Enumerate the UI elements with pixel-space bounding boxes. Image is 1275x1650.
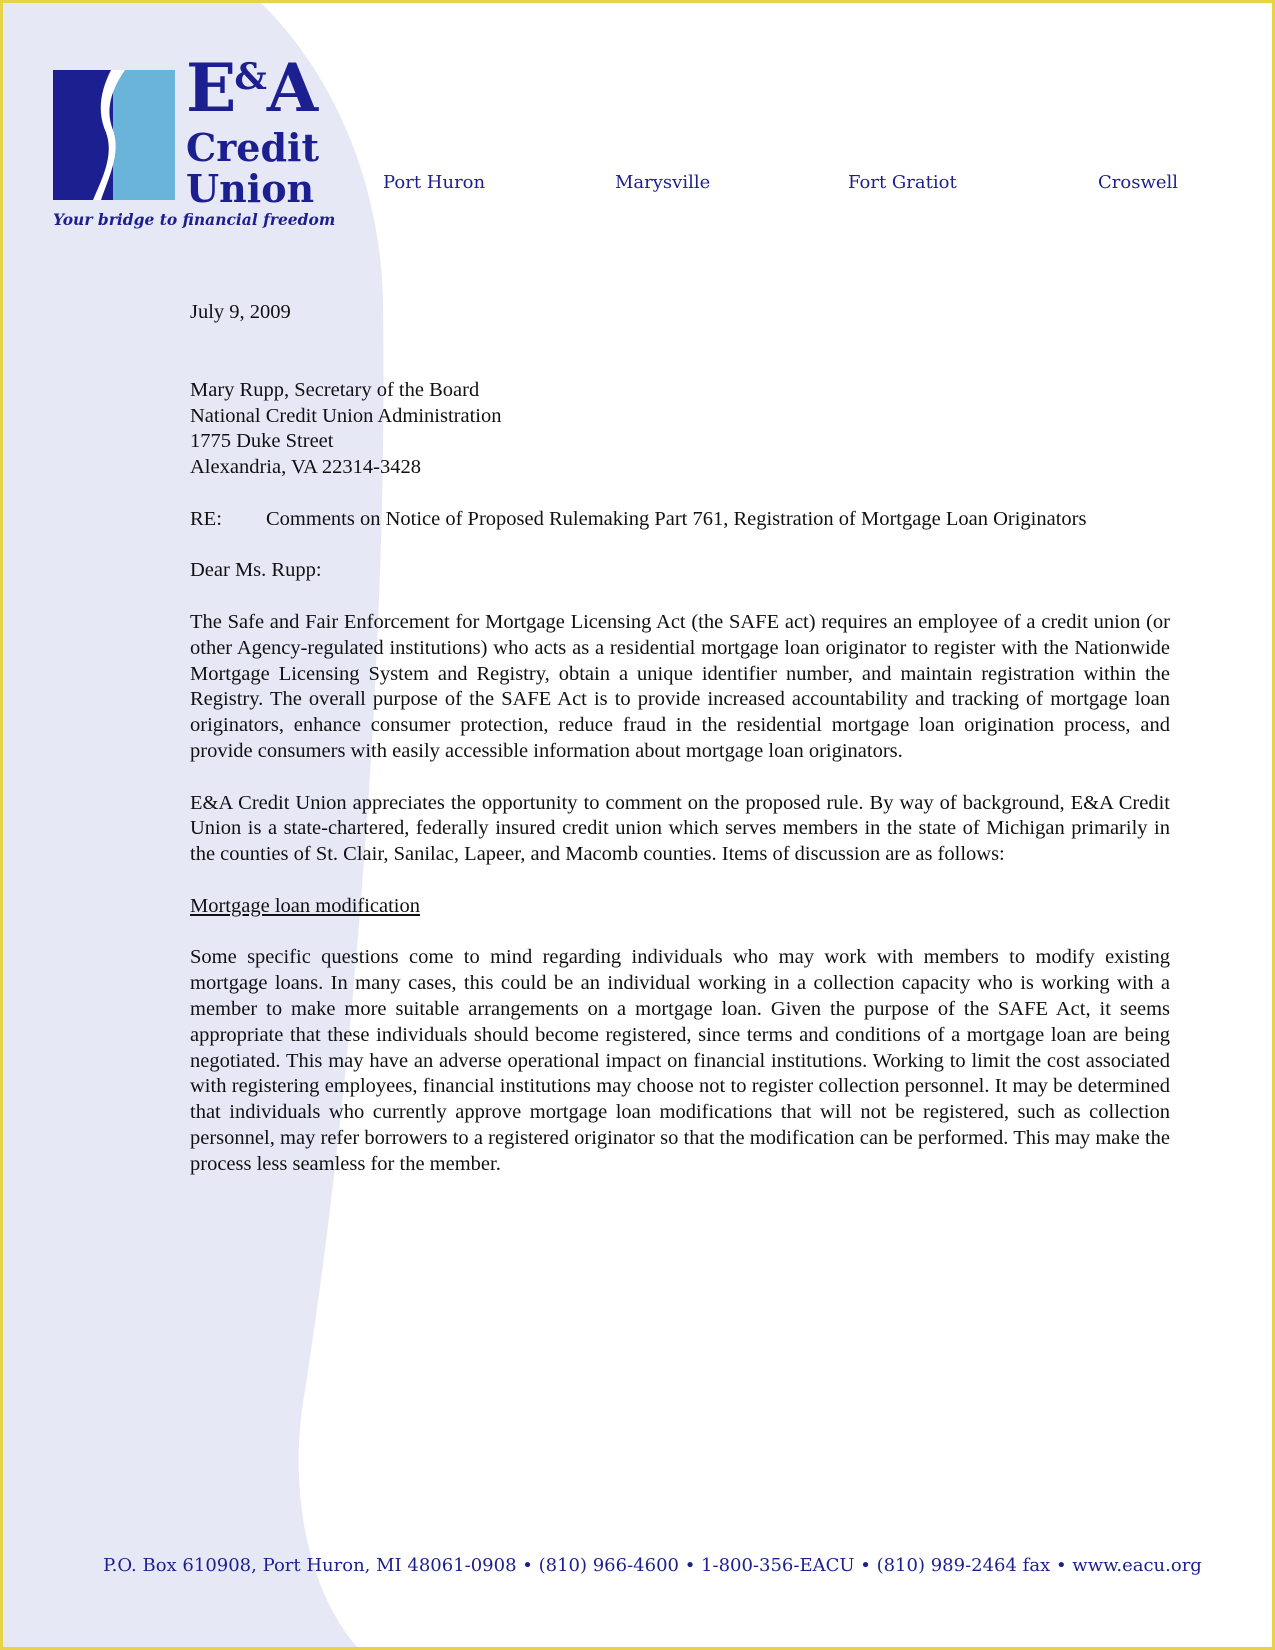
location-croswell: Croswell: [1098, 172, 1179, 193]
recipient-street: 1775 Duke Street: [190, 430, 334, 453]
section-heading: Mortgage loan modification: [190, 894, 420, 917]
recipient-name: Mary Rupp, Secretary of the Board: [190, 378, 480, 401]
location-marysville: Marysville: [615, 172, 711, 193]
salutation: Dear Ms. Rupp:: [190, 559, 322, 582]
subject-text: Comments on Notice of Proposed Rulemaking Part 761, Registration of Mortgage Loan Originators: [266, 507, 1087, 530]
recipient-organization: National Credit Union Administration: [190, 404, 502, 427]
body-paragraph-3: Some specific questions come to mind regarding individuals who may work with members to modify existing mortgage loans. In many cases, this could be an individual working in a collection capacity who is working with a member to make more suitable arrangements on a mortgage loan. Given the purpose of the SAFE Act, it seems appropriate that these individuals should become registered, since terms and conditions of a mortgage loan are being negotiated. This may have an adverse operational impact on financial institutions. Working to limit the cost associated with registering employees, financial institutions may choose not to register collection personnel. It may be determined that individuals who currently approve mortgage loan modifications that will not be registered, such as collection personnel, may refer borrowers to a registered originator so that the modification can be performed. This may make the process less seamless for the member.: [190, 946, 1170, 1175]
logo-tagline: Your bridge to financial freedom: [53, 210, 336, 229]
logo-union-wordmark: Union: [186, 166, 315, 211]
recipient-address-block: [190, 378, 1170, 481]
location-port-huron: Port Huron: [383, 172, 486, 193]
body-paragraph-1: The Safe and Fair Enforcement for Mortgage Licensing Act (the SAFE act) requires an employee of a credit union (or other Agency-regulated institutions) who acts as a residential mortgage loan originator to register with the Nationwide Mortgage Licensing System and Registry, obtain a unique identifier number, and maintain registration within the Registry. The overall purpose of the SAFE Act is to provide increased accountability and tracking of mortgage loan originators, enhance consumer protection, reduce fraud in the residential mortgage loan origination process, and provide consumers with easily accessible information about mortgage loan originators.: [190, 610, 1170, 762]
subject-label: RE:: [190, 507, 222, 530]
logo-credit-wordmark: Credit: [186, 125, 319, 170]
letter-date: July 9, 2009: [190, 301, 291, 323]
logo-ampersand: &: [234, 56, 267, 98]
letter-body: [190, 300, 1170, 1203]
location-fort-gratiot: Fort Gratiot: [848, 172, 957, 193]
recipient-city-state-zip: Alexandria, VA 22314-3428: [190, 456, 421, 479]
footer-contact-line: P.O. Box 610908, Port Huron, MI 48061-0908 • (810) 966-4600 • 1-800-356-EACU • (810) 989-2464 fax • www.eacu.org: [103, 1555, 1202, 1576]
logo-letter-a: A: [266, 49, 317, 127]
body-paragraph-2: E&A Credit Union appreciates the opportunity to comment on the proposed rule. By way of background, E&A Credit Union is a state-chartered, federally insured credit union which serves members in the state of Michigan primarily in the counties of St. Clair, Sanilac, Lapeer, and Macomb counties. Items of discussion are as follows:: [190, 791, 1170, 866]
logo-ea-wordmark: [186, 49, 317, 127]
logo-letter-e: E: [186, 49, 235, 127]
subject-line: [190, 507, 1170, 533]
